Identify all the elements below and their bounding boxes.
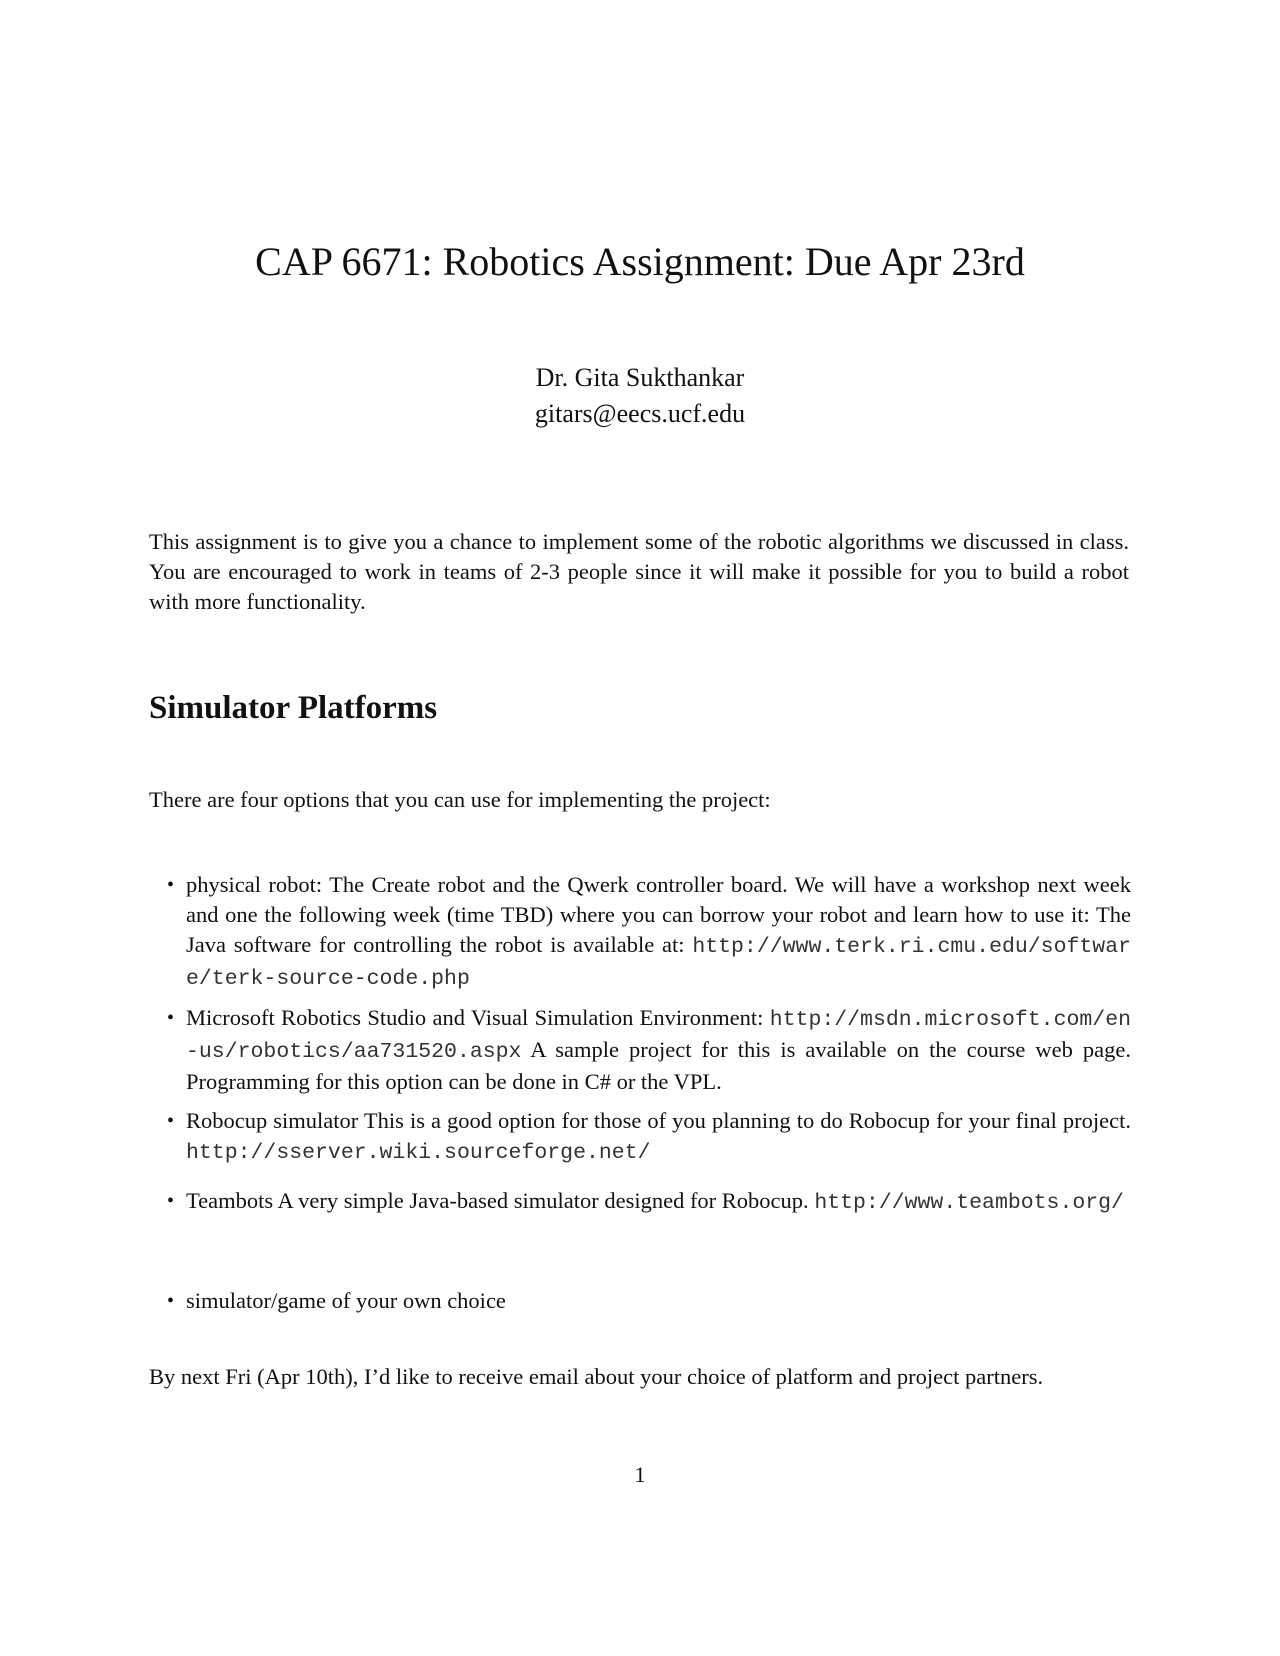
author-email: gitars@eecs.ucf.edu — [534, 399, 746, 428]
bullet-icon: • — [167, 1110, 175, 1132]
option-text: physical robot: The Create robot and the Qwerk controller board. We will have a workshop next week and one the following week (time TBD) where you can borrow your robot and learn how to use it: The Java software for controlling the robot is available at: — [186, 872, 1131, 957]
list-item — [167, 1286, 1131, 1316]
option-link[interactable]: http://msdn.microsoft.com/en-us/robotics/aa731520.aspx — [186, 1008, 1131, 1064]
option-text: Robocup simulator This is a good option for those of you planning to do Robocup for your final project. — [186, 1108, 1131, 1133]
document-title: CAP 6671: Robotics Assignment: Due Apr 23rd — [255, 239, 1025, 284]
option-text: simulator/game of your own choice — [186, 1288, 506, 1313]
intro-paragraph: This assignment is to give you a chance to implement some of the robotic algorithms we discussed in class. You are encouraged to work in teams of 2-3 people since it will make it possible for you to build a robot with more functionality. — [149, 529, 1129, 614]
list-item — [167, 1003, 1131, 1097]
section-lead: There are four options that you can use for implementing the project: — [149, 787, 771, 812]
page-number: 1 — [634, 1462, 646, 1487]
option-link[interactable]: http://www.teambots.org/ — [814, 1191, 1124, 1215]
bullet-icon: • — [167, 1190, 175, 1212]
option-text: Teambots A very simple Java-based simulator designed for Robocup. — [186, 1188, 815, 1213]
author-block — [0, 360, 1280, 432]
bullet-icon: • — [167, 1290, 175, 1312]
option-link[interactable]: http://sserver.wiki.sourceforge.net/ — [186, 1141, 651, 1165]
list-item — [167, 1186, 1131, 1218]
author-name: Dr. Gita Sukthankar — [535, 363, 745, 392]
option-after: A sample project for this is available on the course web page. Programming for this option can be done in C# or the VPL. — [186, 1037, 1131, 1094]
bullet-icon: • — [167, 1007, 175, 1029]
option-text: Microsoft Robotics Studio and Visual Simulation Environment: — [186, 1005, 770, 1030]
bullet-icon: • — [167, 874, 175, 896]
closing-paragraph: By next Fri (Apr 10th), I’d like to receive email about your choice of platform and project partners. — [149, 1364, 1044, 1389]
option-link[interactable]: http://www.terk.ri.cmu.edu/software/terk-source-code.php — [186, 935, 1131, 991]
section-heading: Simulator Platforms — [149, 690, 438, 726]
list-item — [167, 870, 1131, 994]
list-item — [167, 1106, 1131, 1168]
